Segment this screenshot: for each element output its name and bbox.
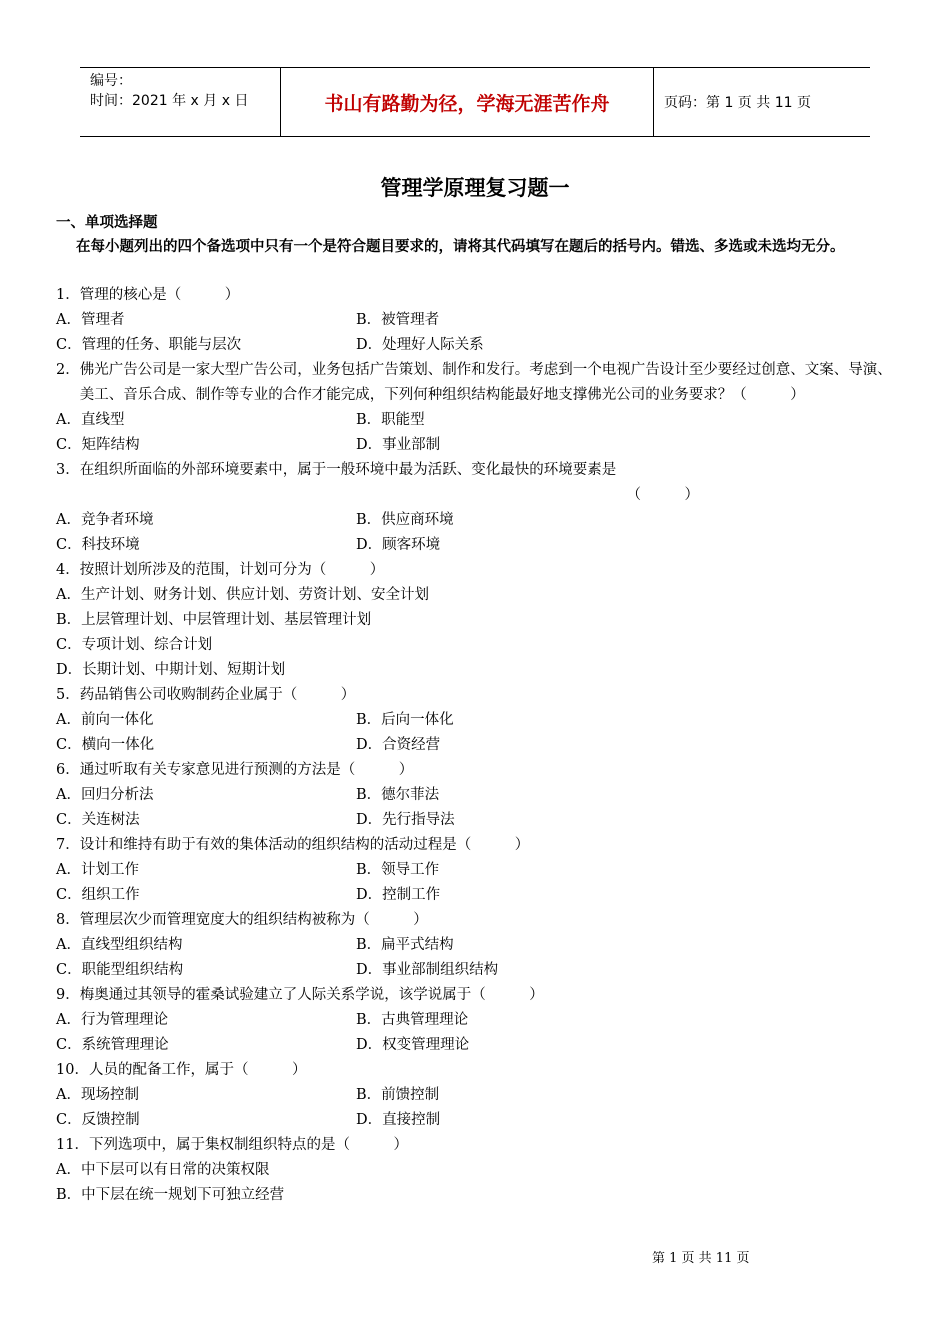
option-item: C．矩阵结构 xyxy=(56,437,140,453)
question-stem xyxy=(56,558,896,583)
answer-blank: （ ） xyxy=(732,387,805,403)
option-item: C．关连树法 xyxy=(56,812,140,828)
answer-blank: （ ） xyxy=(335,1137,408,1153)
question-text-wrap xyxy=(80,683,896,708)
option-item: D．先行指导法 xyxy=(356,812,455,828)
option-item: B．扁平式结构 xyxy=(356,937,454,953)
answer-blank: （ ） xyxy=(233,1062,307,1078)
answer-blank: （ ） xyxy=(166,287,240,303)
option-item: A．回归分析法 xyxy=(56,787,154,803)
option-item: C．组织工作 xyxy=(56,887,140,903)
question-number: 6． xyxy=(56,762,80,778)
question-number: 2． xyxy=(56,362,80,378)
question-text-wrap xyxy=(80,758,896,783)
question-text: 梅奥通过其领导的霍桑试验建立了人际关系学说，该学说属于 xyxy=(79,987,472,1003)
question-text: 管理层次少而管理宽度大的组织结构被称为 xyxy=(79,912,356,928)
option-item: B．古典管理理论 xyxy=(356,1012,469,1028)
option-list xyxy=(56,1158,896,1208)
option-item: C．科技环境 xyxy=(56,537,140,553)
question-number: 11． xyxy=(56,1137,89,1153)
question-stem xyxy=(56,683,896,708)
question-number: 1． xyxy=(56,287,80,303)
option-item: A．直线型组织结构 xyxy=(56,937,183,953)
question-item xyxy=(56,283,896,358)
answer-blank: （ ） xyxy=(471,987,544,1003)
option-list xyxy=(56,308,896,358)
option-item: D．顾客环境 xyxy=(356,537,441,553)
date-text: 时间：2021 年 x 月 x 日 xyxy=(90,93,249,109)
question-text: 在组织所面临的外部环境要素中，属于一般环境中最为活跃、变化最快的环境要素是 xyxy=(79,462,617,478)
option-item: B．德尔菲法 xyxy=(356,787,440,803)
question-stem xyxy=(56,1133,896,1158)
option-list xyxy=(56,408,896,458)
answer-blank: （ ） xyxy=(626,487,699,503)
option-item: D．权变管理理论 xyxy=(356,1037,470,1053)
question-item xyxy=(56,1058,896,1133)
option-item: D．合资经营 xyxy=(356,737,441,753)
question-number: 3． xyxy=(56,462,80,478)
option-item: C．横向一体化 xyxy=(56,737,155,753)
answer-blank: （ ） xyxy=(355,912,428,928)
option-item: A．行为管理理论 xyxy=(56,1012,168,1028)
option-item: A．现场控制 xyxy=(56,1087,139,1103)
option-item: D．控制工作 xyxy=(356,887,441,903)
question-text: 药品销售公司收购制药企业属于 xyxy=(79,687,283,703)
document-title: 管理学原理复习题一 xyxy=(380,176,570,200)
question-text-wrap xyxy=(89,1133,896,1158)
question-item xyxy=(56,983,896,1058)
serial-label: 编号： xyxy=(90,73,132,89)
option-item: B．上层管理计划、中层管理计划、基层管理计划 xyxy=(56,612,372,628)
question-number: 5． xyxy=(56,687,80,703)
option-item: B．前馈控制 xyxy=(356,1087,440,1103)
option-list xyxy=(56,508,896,558)
option-item: A．直线型 xyxy=(56,412,125,428)
option-item: C．系统管理理论 xyxy=(56,1037,169,1053)
question-text-wrap xyxy=(80,833,896,858)
question-item xyxy=(56,358,896,458)
question-number: 9． xyxy=(56,987,80,1003)
option-item: B．供应商环境 xyxy=(356,512,454,528)
section-heading: 一、单项选择题 xyxy=(56,215,158,231)
question-stem xyxy=(56,908,896,933)
answer-blank: （ ） xyxy=(340,762,414,778)
question-item xyxy=(56,1133,896,1208)
option-list xyxy=(56,933,896,983)
option-item: C．职能型组织结构 xyxy=(56,962,184,978)
option-item: A．中下层可以有日常的决策权限 xyxy=(56,1162,270,1178)
question-text: 人员的配备工作，属于 xyxy=(88,1062,234,1078)
question-stem xyxy=(56,358,896,408)
header-page-info: 页码：第 1 页 共 11 页 xyxy=(664,95,811,111)
option-item: C．反馈控制 xyxy=(56,1112,140,1128)
question-text-wrap xyxy=(80,983,896,1008)
question-item xyxy=(56,908,896,983)
option-item: D．直接控制 xyxy=(356,1112,441,1128)
header-table xyxy=(80,67,870,137)
answer-blank: （ ） xyxy=(456,837,530,853)
header-left-cell xyxy=(80,68,281,136)
question-stem xyxy=(56,458,896,483)
question-text-wrap xyxy=(80,908,896,933)
option-list xyxy=(56,783,896,833)
option-item: A．管理者 xyxy=(56,312,125,328)
question-item xyxy=(56,683,896,758)
option-list xyxy=(56,858,896,908)
question-number: 10． xyxy=(56,1062,89,1078)
question-number: 8． xyxy=(56,912,80,928)
option-list xyxy=(56,583,896,683)
question-text: 按照计划所涉及的范围，计划可分为 xyxy=(79,562,312,578)
question-number: 7． xyxy=(56,837,80,853)
option-item: D．长期计划、中期计划、短期计划 xyxy=(56,662,286,678)
question-stem xyxy=(56,833,896,858)
question-stem xyxy=(56,983,896,1008)
answer-blank: （ ） xyxy=(282,687,356,703)
question-text: 佛光广告公司是一家大型广告公司，业务包括广告策划、制作和发行。考虑到一个电视广告设计至少要经过创意、文案、导演、美工、音乐合成、制作等专业的合作才能完成，下列何种组织结构能最好地支撑佛光公司的业务要求？ xyxy=(79,362,892,403)
question-text: 管理的核心是 xyxy=(79,287,167,303)
question-number: 4． xyxy=(56,562,80,578)
option-item: A．前向一体化 xyxy=(56,712,154,728)
question-stem xyxy=(56,1058,896,1083)
option-list xyxy=(56,1083,896,1133)
option-item: B．中下层在统一规划下可独立经营 xyxy=(56,1187,285,1203)
question-text-wrap xyxy=(80,358,896,408)
option-list xyxy=(56,1008,896,1058)
option-item: D．事业部制组织结构 xyxy=(356,962,499,978)
option-item: D．事业部制 xyxy=(356,437,441,453)
answer-blank: （ ） xyxy=(311,562,385,578)
question-list xyxy=(56,283,896,1208)
option-item: A．生产计划、财务计划、供应计划、劳资计划、安全计划 xyxy=(56,587,429,603)
question-item xyxy=(56,833,896,908)
option-item: D．处理好人际关系 xyxy=(356,337,484,353)
question-text-wrap xyxy=(80,283,896,308)
question-text: 通过听取有关专家意见进行预测的方法是 xyxy=(79,762,341,778)
option-item: B．被管理者 xyxy=(356,312,440,328)
question-text-wrap xyxy=(89,1058,896,1083)
option-item: B．领导工作 xyxy=(356,862,440,878)
question-text-wrap xyxy=(80,458,896,483)
option-item: B．后向一体化 xyxy=(356,712,454,728)
section-instructions: 在每小题列出的四个备选项中只有一个是符合题目要求的，请将其代码填写在题后的括号内。错选、多选或未选均无分。 xyxy=(76,239,845,255)
question-text-wrap xyxy=(80,558,896,583)
question-item xyxy=(56,558,896,683)
page-footer: 第 1 页 共 11 页 xyxy=(652,1251,750,1266)
question-stem xyxy=(56,283,896,308)
option-item: C．专项计划、综合计划 xyxy=(56,637,213,653)
option-item: A．计划工作 xyxy=(56,862,139,878)
header-motto: 书山有路勤为径，学海无涯苦作舟 xyxy=(281,68,654,136)
option-item: A．竞争者环境 xyxy=(56,512,154,528)
question-item xyxy=(56,758,896,833)
option-item: B．职能型 xyxy=(356,412,425,428)
question-text: 设计和维持有助于有效的集体活动的组织结构的活动过程是 xyxy=(79,837,457,853)
question-stem xyxy=(56,758,896,783)
option-item: C．管理的任务、职能与层次 xyxy=(56,337,242,353)
question-item xyxy=(56,458,896,558)
question-text: 下列选项中，属于集权制组织特点的是 xyxy=(88,1137,336,1153)
option-list xyxy=(56,708,896,758)
